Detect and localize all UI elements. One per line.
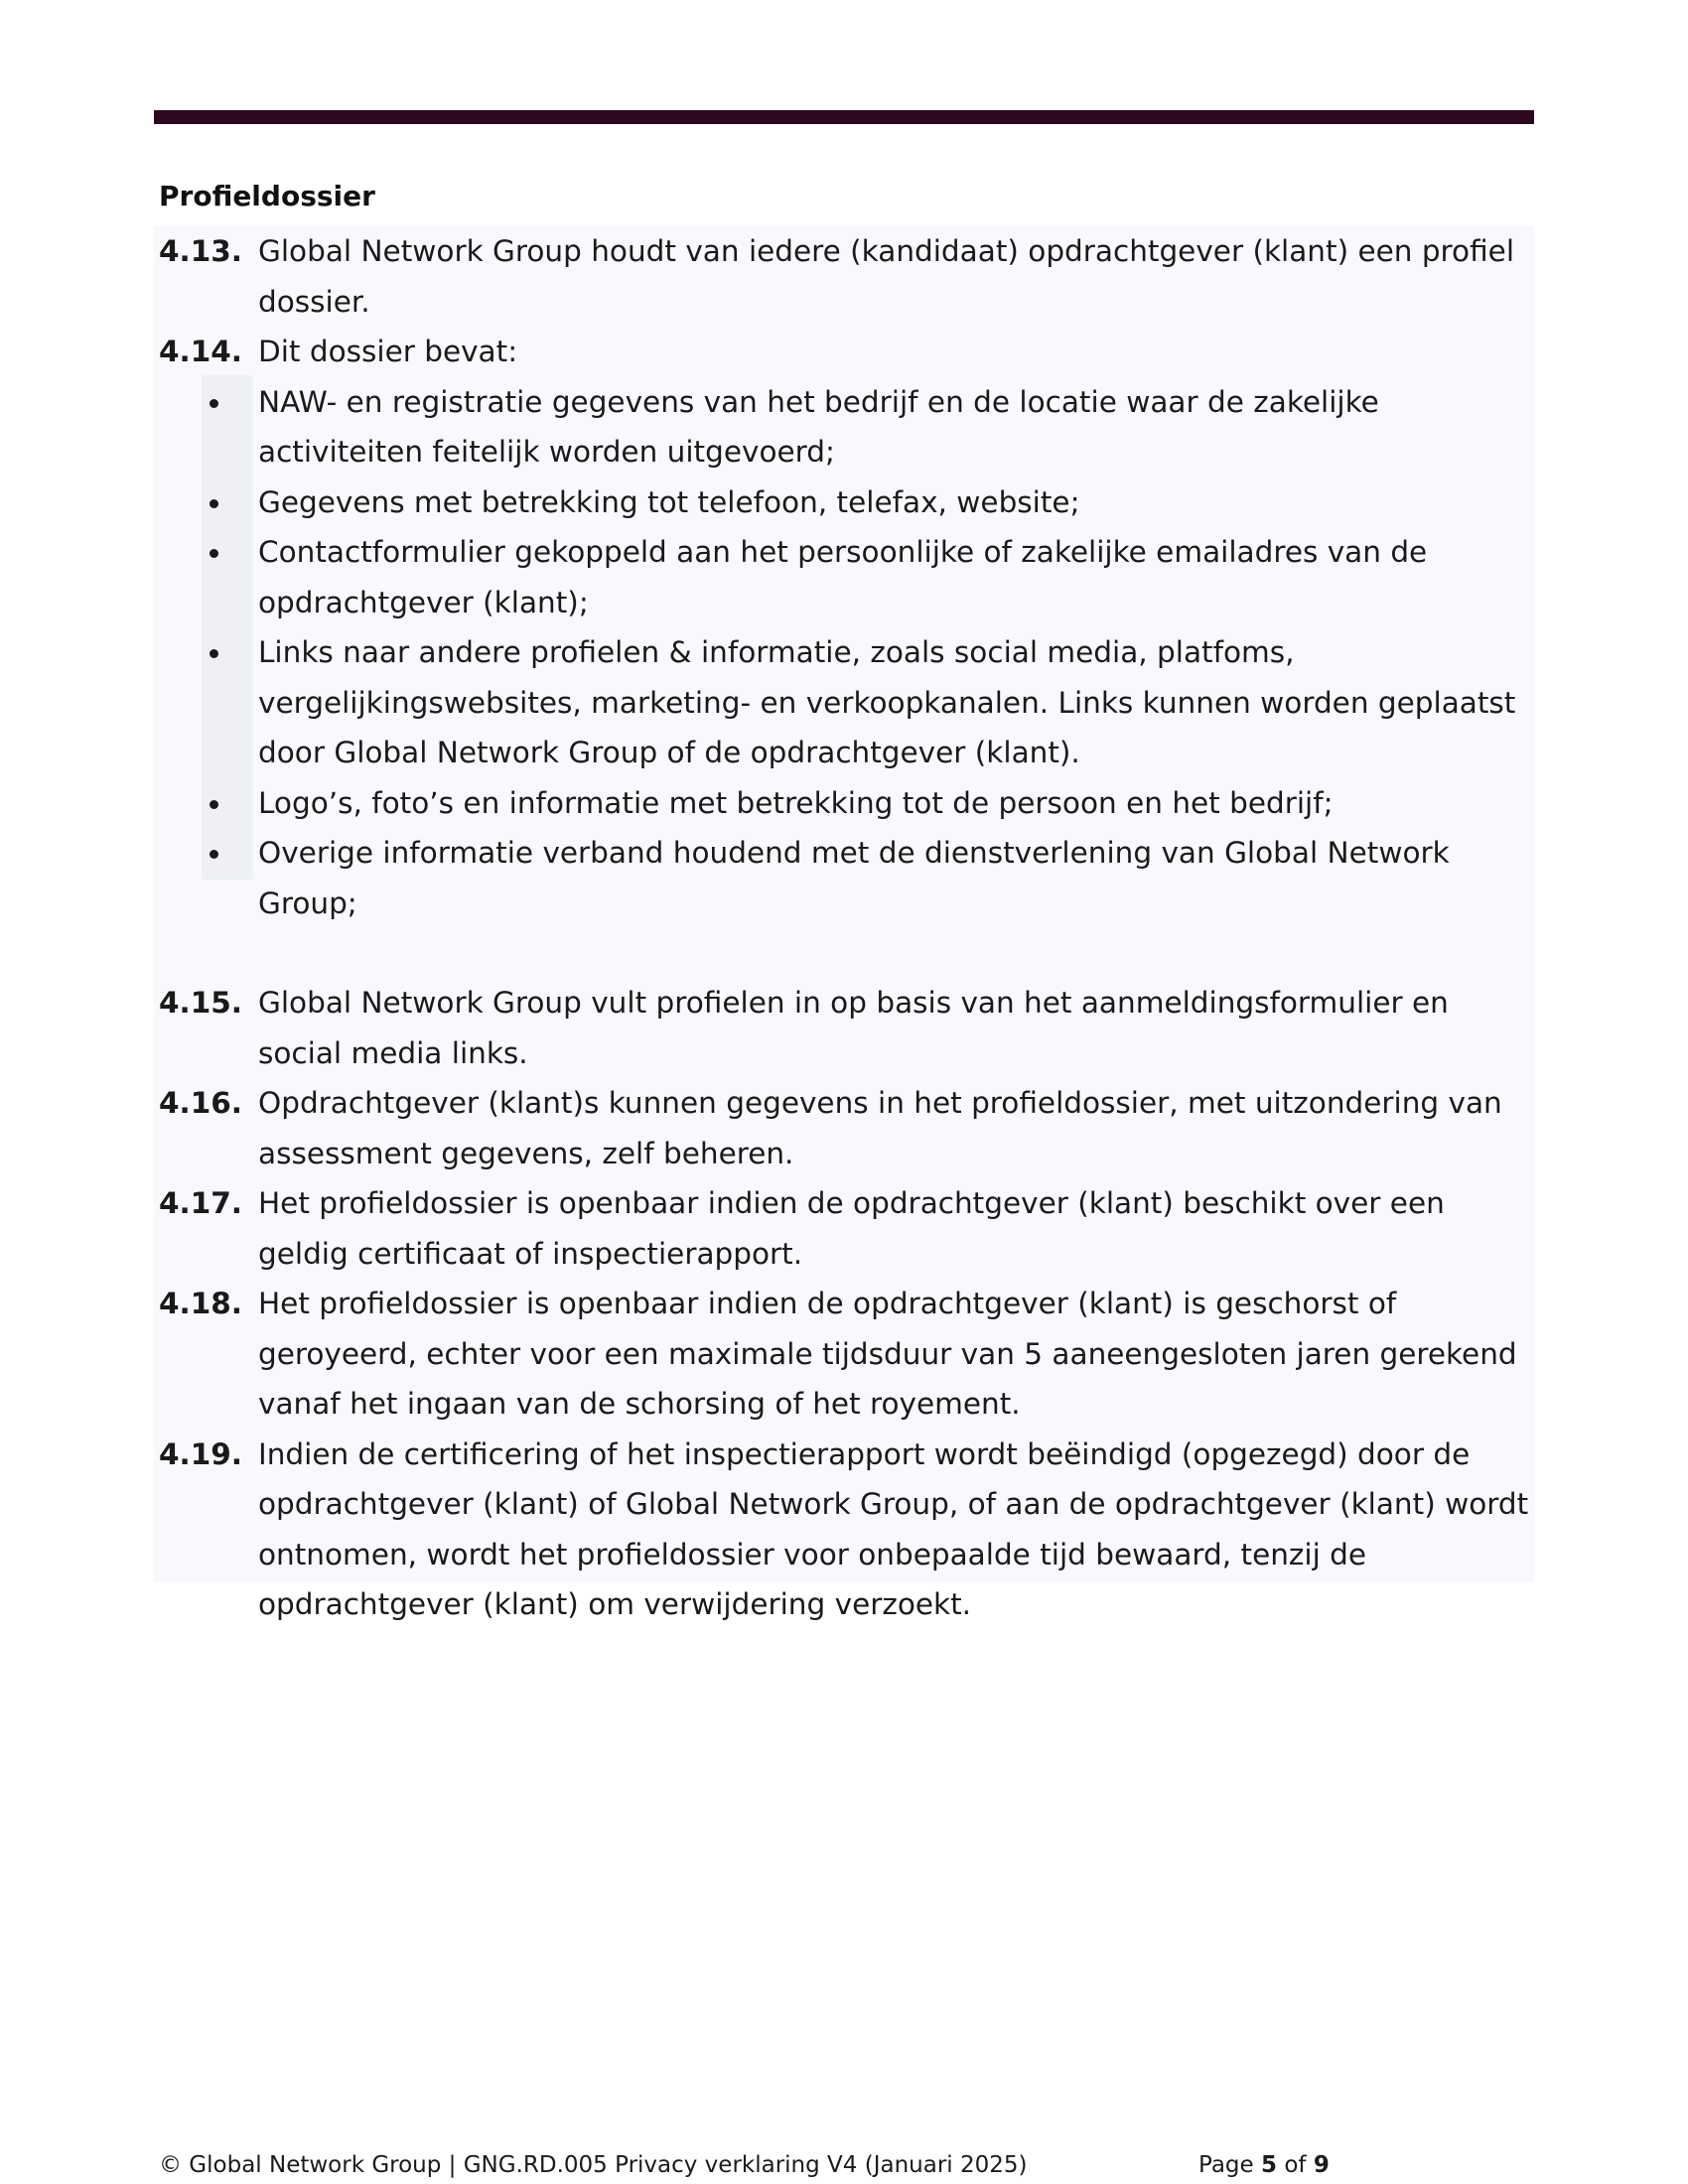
article-text: Het profieldossier is openbaar indien de opdrachtgever (klant) is geschorst of geroyeerd, echter voor een maximale tijdsduur van 5 aaneengesloten jaren gerekend vanaf het ingaan van de schorsing of het royement.: [258, 1287, 1517, 1421]
bullet-icon: [159, 527, 258, 627]
article-number: 4.19.: [159, 1436, 242, 1471]
article-text: Global Network Group vult profielen in op basis van het aanmeldingsformulier en social media links.: [258, 986, 1449, 1070]
article-4-16: [159, 1078, 1529, 1178]
article-4-19: [159, 1430, 1529, 1630]
article-4-15: [159, 978, 1529, 1078]
page-current: 5: [1261, 2152, 1278, 2178]
article-number: 4.18.: [159, 1287, 242, 1320]
article-number: 4.14.: [159, 335, 242, 368]
document-body: [159, 226, 1529, 1630]
page-label: Page: [1198, 2152, 1254, 2178]
list-item-text: NAW- en registratie gegevens van het bedrijf en de locatie waar de zakelijke activiteiten feitelijk worden uitgevoerd;: [258, 384, 1379, 469]
bullet-icon: [159, 828, 258, 928]
article-text: Het profieldossier is openbaar indien de opdrachtgever (klant) beschikt over een geldig certificaat of inspectierapport.: [258, 1186, 1445, 1271]
page-total: 9: [1313, 2152, 1330, 2178]
dossier-contents-list: [159, 377, 1529, 929]
list-item-text: Logo’s, foto’s en informatie met betrekking tot de persoon en het bedrijf;: [258, 785, 1334, 820]
list-item: [159, 778, 1529, 829]
article-4-14: [159, 327, 1529, 377]
list-item: [159, 478, 1529, 528]
page-number: [1198, 2150, 1330, 2180]
article-number: 4.15.: [159, 986, 242, 1020]
header-rule: [154, 110, 1534, 124]
article-text: Indien de certificering of het inspectierapport wordt beëindigd (opgezegd) door de opdrachtgever (klant) of Global Network Group, of aan de opdrachtgever (klant) wordt ontnomen, wordt het profieldossier voor onbepaalde tijd bewaard, tenzij de opdrachtgever (klant) om verwijdering verzoekt.: [258, 1436, 1529, 1621]
bullet-icon: [159, 377, 258, 478]
list-item: [159, 377, 1529, 478]
list-item: [159, 828, 1529, 928]
spacer: [159, 928, 1529, 978]
bullet-icon: [159, 627, 258, 778]
article-text: Global Network Group houdt van iedere (kandidaat) opdrachtgever (klant) een profiel dossier.: [258, 234, 1515, 319]
article-4-17: [159, 1178, 1529, 1279]
list-item: [159, 527, 1529, 627]
article-number: 4.17.: [159, 1186, 242, 1220]
article-text: Dit dossier bevat:: [258, 335, 518, 368]
article-number: 4.13.: [159, 234, 242, 268]
list-item: [159, 627, 1529, 778]
list-item-text: Overige informatie verband houdend met de dienstverlening van Global Network Group;: [258, 836, 1450, 920]
bullet-icon: [159, 778, 258, 829]
bullet-icon: [159, 478, 258, 528]
article-4-13: [159, 226, 1529, 327]
article-number: 4.16.: [159, 1086, 242, 1120]
list-item-text: Contactformulier gekoppeld aan het persoonlijke of zakelijke emailadres van de opdrachtgever (klant);: [258, 535, 1428, 619]
article-4-18: [159, 1279, 1529, 1430]
article-text: Opdrachtgever (klant)s kunnen gegevens in het profieldossier, met uitzondering van assessment gegevens, zelf beheren.: [258, 1086, 1502, 1170]
list-item-text: Gegevens met betrekking tot telefoon, telefax, website;: [258, 484, 1080, 519]
list-item-text: Links naar andere profielen & informatie, zoals social media, platfoms, vergelijkingswebsites, marketing- en verkoopkanalen. Links kunnen worden geplaatst door Global Network Group of de opdrachtgever (klant).: [258, 635, 1516, 769]
page-of: of: [1284, 2152, 1307, 2178]
section-heading: Profieldossier: [159, 180, 375, 212]
footer-copyright: © Global Network Group | GNG.RD.005 Privacy verklaring V4 (Januari 2025): [159, 2152, 1028, 2178]
